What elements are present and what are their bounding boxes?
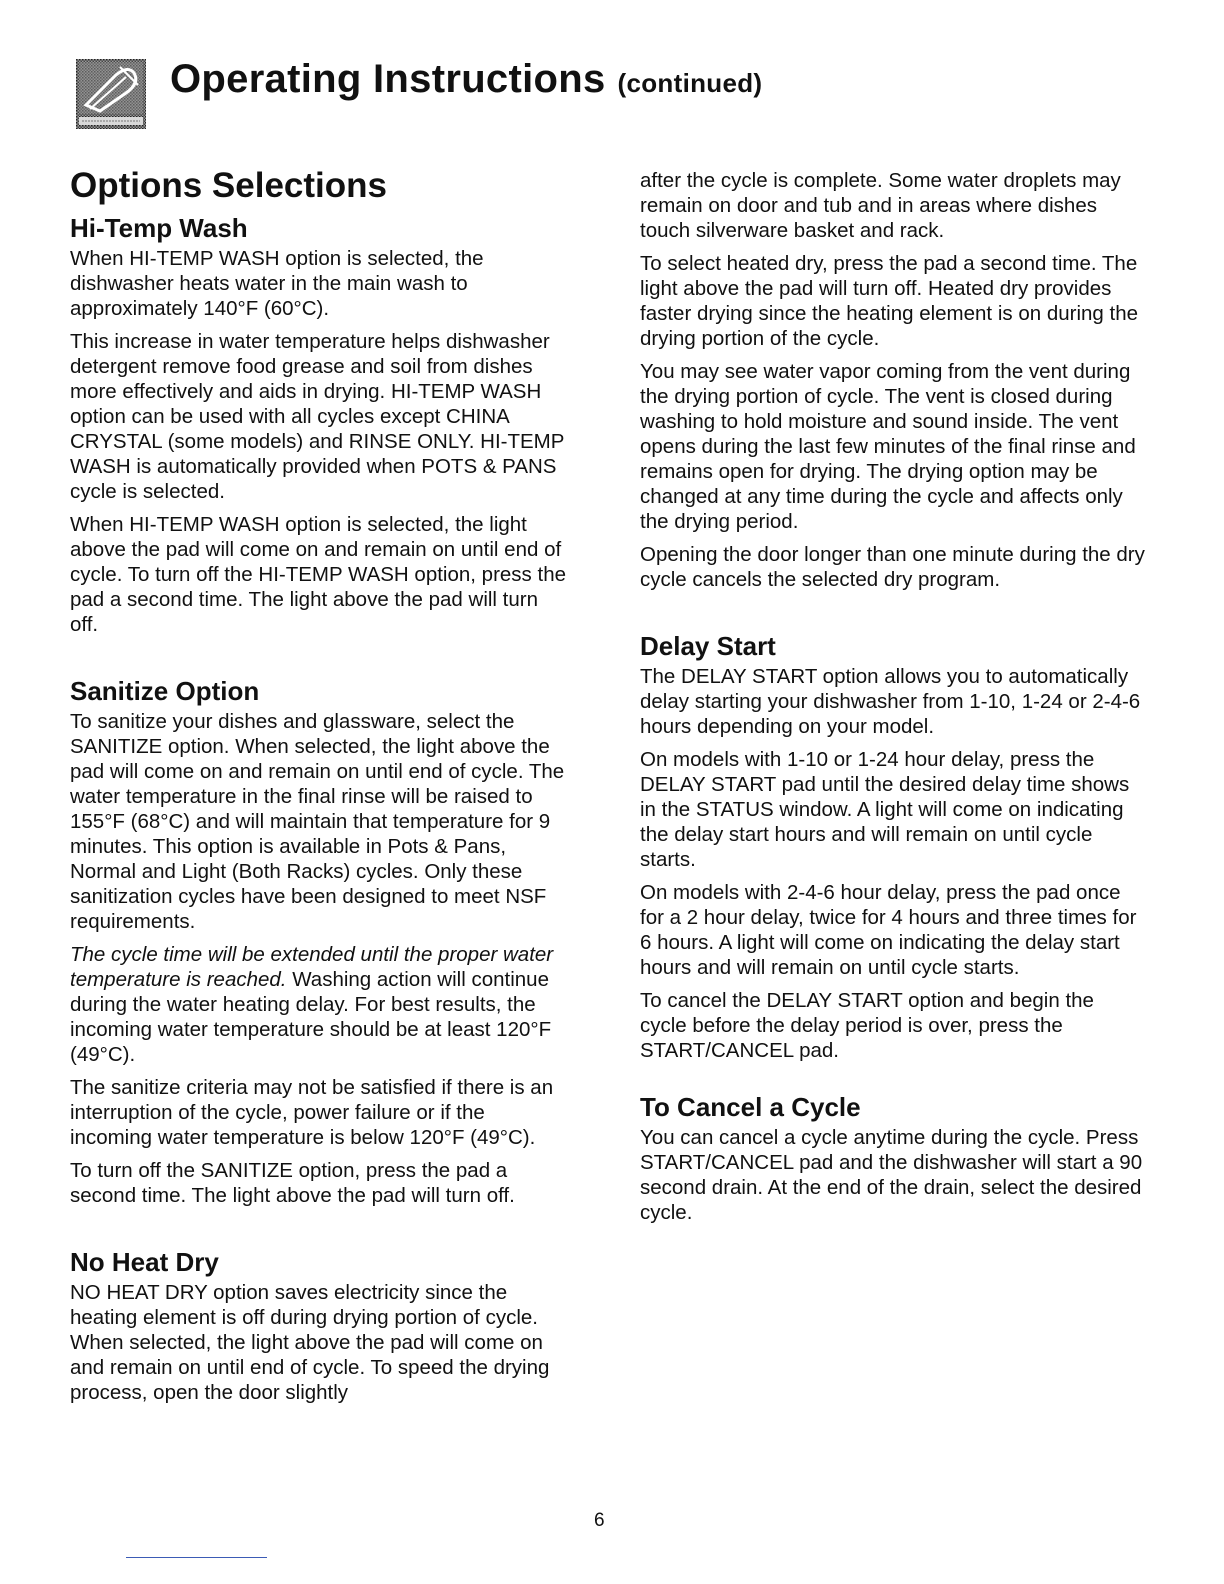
- no-heat-dry-paragraph: NO HEAT DRY option saves electricity since the heating element is off during drying portion of cycle. When selected, the light above the pad will come on and remain on until end of cycle. To speed the drying process, open the door slightly: [70, 1281, 550, 1404]
- page-title-main: Operating Instructions: [170, 57, 606, 101]
- right-column: [640, 160, 1145, 1233]
- hi-temp-wash-paragraph: When HI-TEMP WASH option is selected, the dishwasher heats water in the main wash to approximately 140°F (60°C).: [70, 247, 484, 320]
- sanitize-paragraph-rest: Washing action will continue during the water heating delay. For best results, the incoming water temperature should be at least 120°F (49°C).: [70, 968, 552, 1066]
- page-title-suffix: (continued): [617, 68, 763, 98]
- dry-continued-paragraph: To select heated dry, press the pad a second time. The light above the pad will turn off. Heated dry provides faster drying since the heating element is on during the drying portion of the cycle.: [640, 252, 1138, 350]
- sanitize-paragraph: To sanitize your dishes and glassware, select the SANITIZE option. When selected, the light above the pad will come on and remain on until end of cycle. The water temperature in the final rinse will be raised to 155°F (68°C) and will maintain that temperature for 9 minutes. This option is available in Pots & Pans, Normal and Light (Both Racks) cycles. Only these sanitization cycles have been designed to meet NSF requirements.: [70, 710, 565, 933]
- dry-continued-paragraph: You may see water vapor coming from the vent during the drying portion of cycle. The vent is closed during washing to hold moisture and sound inside. The vent opens during the last few minutes of the final rinse and remains open for drying. The drying option may be changed at any time during the cycle and affects only the drying period.: [640, 360, 1136, 533]
- delay-start-paragraph: To cancel the DELAY START option and begin the cycle before the delay period is over, press the START/CANCEL pad.: [640, 989, 1094, 1062]
- sanitize-paragraph: To turn off the SANITIZE option, press the pad a second time. The light above the pad will turn off.: [70, 1159, 515, 1207]
- hi-temp-wash-heading: Hi-Temp Wash: [70, 213, 248, 243]
- section-title: Options Selections: [70, 166, 387, 205]
- delay-start-paragraph: The DELAY START option allows you to automatically delay starting your dishwasher from 1-10, 1-24 or 2-4-6 hours depending on your model.: [640, 665, 1141, 738]
- left-column: [70, 160, 570, 1413]
- dry-continued-paragraph: Opening the door longer than one minute during the dry cycle cancels the selected dry program.: [640, 543, 1145, 591]
- sanitize-paragraph: The sanitize criteria may not be satisfied if there is an interruption of the cycle, power failure or if the incoming water temperature is below 120°F (49°C).: [70, 1076, 554, 1149]
- cancel-cycle-paragraph: You can cancel a cycle anytime during the cycle. Press START/CANCEL pad and the dishwasher will start a 90 second drain. At the end of the drain, select the desired cycle.: [640, 1126, 1143, 1224]
- delay-start-paragraph: On models with 2-4-6 hour delay, press the pad once for a 2 hour delay, twice for 4 hours and three times for 6 hours. A light will come on indicating the delay start hours and will remain on until cycle starts.: [640, 881, 1137, 979]
- hi-temp-wash-paragraph: This increase in water temperature helps dishwasher detergent remove food grease and soil from dishes more effectively and aids in drying. HI-TEMP WASH option can be used with all cycles except CHINA CRYSTAL (some models) and RINSE ONLY. HI-TEMP WASH is automatically provided when POTS & PANS cycle is selected.: [70, 330, 565, 503]
- no-heat-dry-heading: No Heat Dry: [70, 1247, 219, 1277]
- dry-continued-paragraph: after the cycle is complete. Some water droplets may remain on door and tub and in areas where dishes touch silverware basket and rack.: [640, 169, 1121, 242]
- sanitize-italic-note: The cycle time will be extended until the proper water temperature is reached.: [70, 943, 554, 991]
- cancel-cycle-heading: To Cancel a Cycle: [640, 1092, 861, 1122]
- sanitize-option-heading: Sanitize Option: [70, 676, 260, 706]
- delay-start-paragraph: On models with 1-10 or 1-24 hour delay, press the DELAY START pad until the desired delay time shows in the STATUS window. A light will come on indicating the delay start hours and will remain on until cycle starts.: [640, 748, 1130, 871]
- page-number: 6: [594, 1510, 605, 1531]
- footer-rule: [126, 1557, 267, 1558]
- page-header: [76, 55, 1176, 135]
- page-title: [170, 57, 762, 102]
- delay-start-heading: Delay Start: [640, 631, 776, 661]
- hi-temp-wash-paragraph: When HI-TEMP WASH option is selected, the light above the pad will come on and remain on until end of cycle. To turn off the HI-TEMP WASH option, press the pad a second time. The light above the pad will turn off.: [70, 513, 567, 636]
- dishwasher-rack-icon: [76, 59, 152, 135]
- sanitize-paragraph: [70, 942, 570, 1067]
